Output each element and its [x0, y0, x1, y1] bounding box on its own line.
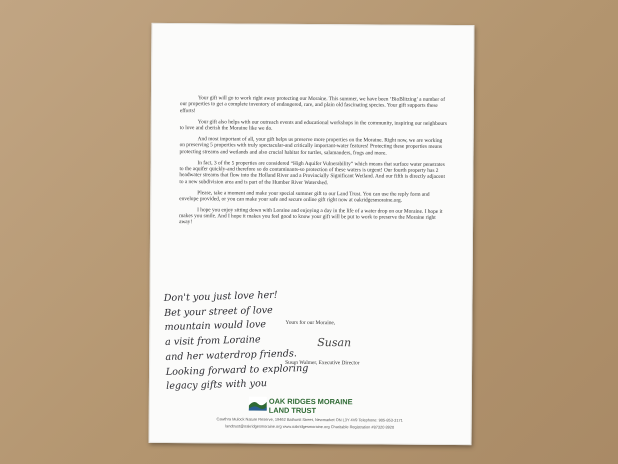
footer-address: Cawthra Mulock Nature Reserve, 19462 Bathurst Street, Newmarket ON L3Y 4V9 Telephone: 905-853-3171 [216, 416, 403, 423]
handwritten-line: Don't you just love her! [163, 289, 278, 304]
handwritten-line: a visit from Loraine [164, 334, 261, 349]
handwritten-line: mountain would love [164, 319, 267, 334]
logo-name-line2: LAND TRUST [268, 405, 317, 416]
letter-page [149, 23, 475, 445]
logo-name-line1: OAK RIDGES MORAINE [268, 396, 353, 407]
handwritten-line: Looking forward to exploring [165, 362, 309, 378]
paragraph-bioblitz: Your gift will go to work right away protecting our Moraine. This summer, we have been ‘BioBlitzing’ a number of our properties to get a complete inventory of endangered, rare, and plain old fascinating species. Your gift supports these efforts! [179, 95, 446, 114]
handwritten-line: and her waterdrop friends. [165, 348, 298, 363]
paragraph-loraine: I hope you enjoy sitting down with Loraine and enjoying a day in the life of a water drop on our Moraine. I hope it makes you smile. And I hope it makes you feel good to know your gift will be put to work to preserve the Moraine right away! [179, 206, 443, 226]
handwritten-note [164, 287, 337, 395]
moraine-logo-icon [249, 397, 267, 411]
paragraph-aquifer: In fact, 3 of the 5 properties are considered “High Aquifer Vulnerability” which means that surface water penetrates to the aquifer quickly-and therefore so do contaminants-so protection of these waters is urgent! Our fourth property has 2 headwater streams that flow into the Holland River and a Provincially Significant Wetland. And our fifth is directly adjacent to a new subdivision area and is part of the Humber River Watershed. [179, 159, 445, 186]
signer-name: Susan Walmer, Executive Director [285, 359, 360, 367]
closing-line: Yours for our Moraine, [285, 319, 336, 327]
handwritten-line: Bet your street of love [164, 304, 273, 319]
paragraph-properties: And most important of all, your gift helps us preserve more properties on the Moraine. Right now, we are working on preserving 5 properties with truly spectacular-and critically important-water features! Protecting these properties means protecting streams and wetlands and also crucial habitat for turtles, salamanders, frogs and more. [179, 136, 443, 157]
footer-contact: landtrust@oakridgesmoraine.org www.oakridgesmoraine.org Charitable Registration #87320 8920 [225, 423, 395, 430]
letter-body [179, 95, 448, 232]
paragraph-gift-request: Please, take a moment and make your special summer gift to our Land Trust. You can use the reply form and envelope provided, or you can make your safe and secure online gift right now at oakridgesmoraine.org. [179, 189, 430, 204]
handwritten-line: legacy gifts with you [166, 378, 268, 393]
signature: Susan [317, 336, 352, 350]
paragraph-outreach: Your gift also helps with our outreach events and educational workshops in the community, inspiring our neighbours to love and cherish the Moraine like we do. [179, 118, 447, 132]
